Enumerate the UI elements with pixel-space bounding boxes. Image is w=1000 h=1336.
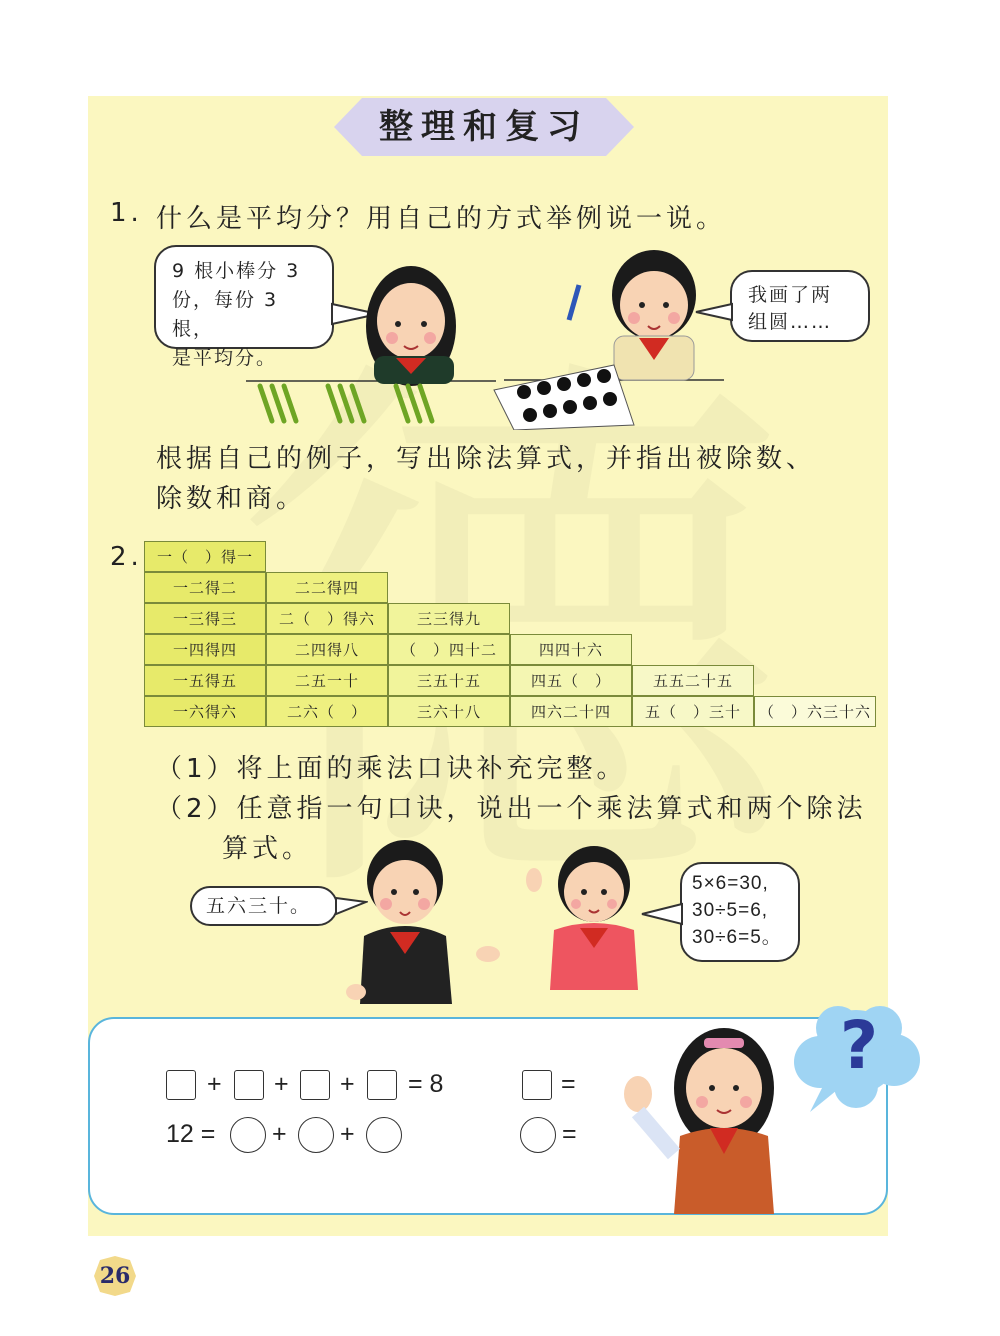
q2-sub1: （1）将上面的乘法口诀补充完整。: [156, 754, 627, 784]
boy-reciting-illustration: [340, 836, 510, 1004]
answer-square[interactable]: [367, 1070, 397, 1100]
table-cell: 二六（ ）: [266, 696, 388, 727]
plus-sign: +: [340, 1070, 355, 1098]
q2-speech-bubble-right: [680, 862, 800, 962]
bubble-line: 30÷5=6,: [692, 900, 769, 921]
q1-speech-bubble-right: [730, 270, 870, 342]
table-cell: 一六得六: [144, 696, 266, 727]
table-cell: 二二得四: [266, 572, 388, 603]
bubble-line: 我画了两: [748, 284, 833, 306]
plus-sign: +: [340, 1120, 355, 1148]
table-cell: 三六十八: [388, 696, 510, 727]
line2-lead: 12 =: [166, 1120, 216, 1148]
equals-sign: =: [561, 1070, 576, 1098]
table-cell: 五（ ）三十: [632, 696, 754, 727]
answer-square[interactable]: [300, 1070, 330, 1100]
table-cell: 五五二十五: [632, 665, 754, 696]
q2-sub2-line1: （2）任意指一句口诀，说出一个乘法算式和两个除法: [156, 794, 867, 824]
table-cell: 四四十六: [510, 634, 632, 665]
table-cell: （ ）四十二: [388, 634, 510, 665]
q2-speech-bubble-left: 五六三十。: [190, 886, 338, 926]
table-cell: （ ）六三十六: [754, 696, 876, 727]
bubble-line: 9 根小棒分 3: [172, 260, 301, 282]
question-mark-icon: ?: [839, 1007, 879, 1084]
table-cell: 二四得八: [266, 634, 388, 665]
answer-circle[interactable]: [230, 1117, 266, 1153]
equals-sign: =: [562, 1120, 577, 1148]
table-cell: 三五十五: [388, 665, 510, 696]
table-cell: 二（ ）得六: [266, 603, 388, 634]
table-cell: 四六二十四: [510, 696, 632, 727]
q1-followup-line2: 除数和商。: [156, 484, 307, 514]
table-cell: 一五得五: [144, 665, 266, 696]
page-number-badge: [88, 1254, 142, 1298]
girl-counting-sticks-illustration: [246, 246, 506, 426]
bubble-line: 是平均分。: [172, 347, 278, 369]
table-cell: 三三得九: [388, 603, 510, 634]
page-title: 整理和复习: [379, 107, 589, 147]
title-banner: [334, 98, 634, 156]
page-number: 26: [99, 1263, 131, 1289]
q2-number: 2.: [110, 542, 143, 572]
bubble-line: 30÷6=5。: [692, 927, 782, 948]
line1-result: = 8: [408, 1070, 444, 1098]
table-cell: 一（ ）得一: [144, 541, 266, 572]
answer-circle[interactable]: [366, 1117, 402, 1153]
answer-square[interactable]: [166, 1070, 196, 1100]
table-cell: 四五（ ）: [510, 665, 632, 696]
table-cell: 一二得二: [144, 572, 266, 603]
table-cell: 一四得四: [144, 634, 266, 665]
bubble-line: 组圆……: [748, 311, 833, 333]
plus-sign: +: [207, 1070, 222, 1098]
plus-sign: +: [272, 1120, 287, 1148]
answer-circle[interactable]: [298, 1117, 334, 1153]
bubble-tail-icon: [640, 900, 684, 930]
answer-square[interactable]: [522, 1070, 552, 1100]
table-cell: 二五一十: [266, 665, 388, 696]
q1-text: 什么是平均分？用自己的方式举例说一说。: [156, 204, 727, 234]
answer-circle[interactable]: [520, 1117, 556, 1153]
plus-sign: +: [274, 1070, 289, 1098]
girl-waving-illustration: [614, 1024, 814, 1214]
q1-number: 1.: [110, 198, 143, 228]
q2-sub2-line2: 算式。: [222, 834, 313, 864]
q1-followup-line1: 根据自己的例子，写出除法算式，并指出被除数、: [156, 444, 817, 474]
bubble-line: 份，每份 3 根，: [172, 289, 279, 340]
table-cell: 一三得三: [144, 603, 266, 634]
bubble-line: 5×6=30,: [692, 873, 769, 894]
answer-square[interactable]: [234, 1070, 264, 1100]
boy-drawing-circles-illustration: [484, 240, 734, 430]
